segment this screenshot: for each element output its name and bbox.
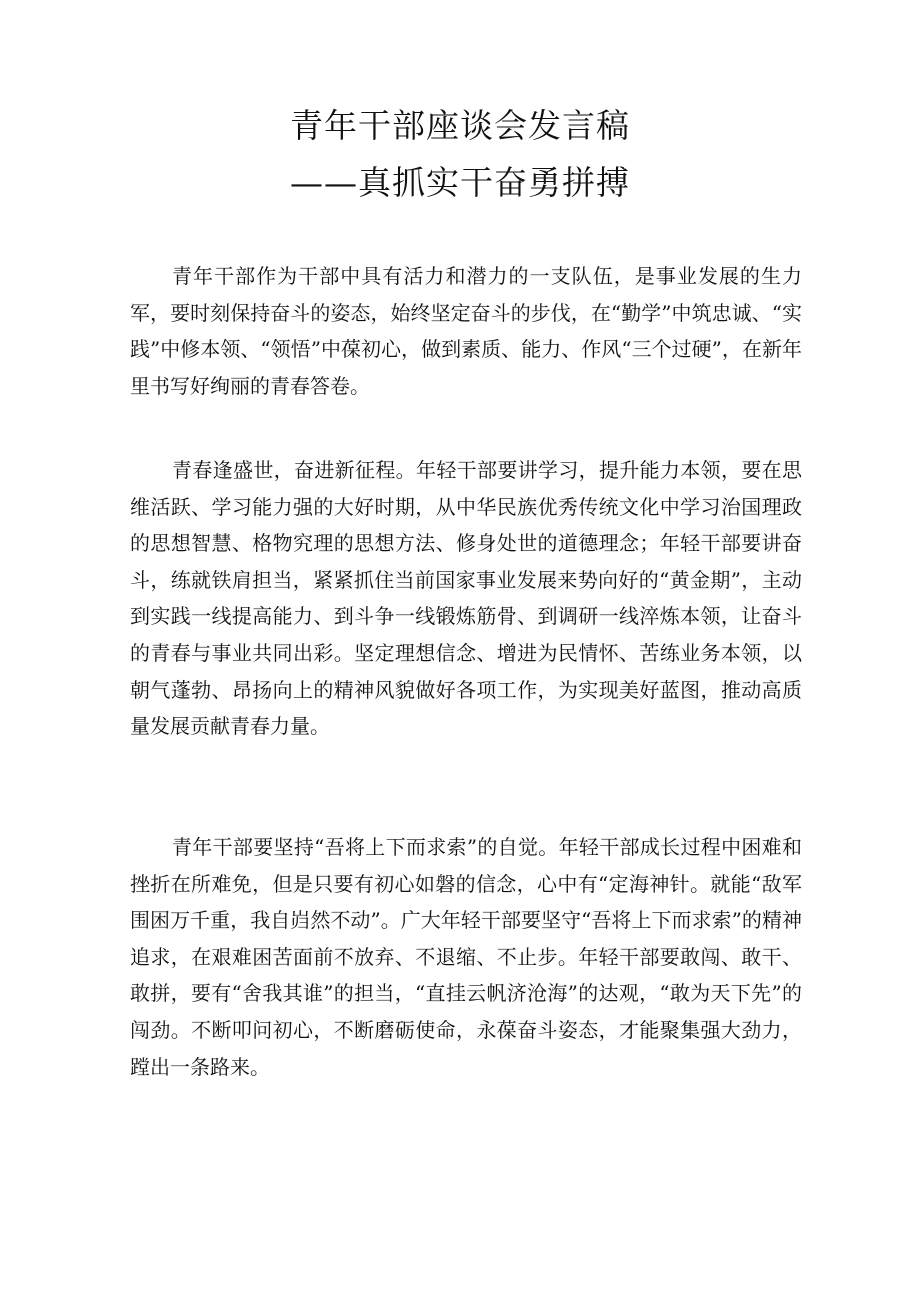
paragraph-2: 青春逢盛世，奋进新征程。年轻干部要讲学习，提升能力本领，要在思维活跃、学习能力强的大好时期，从中华民族优秀传统文化中学习治国理政的思想智慧、格物究理的思想方法、修身处世的道德理念；年轻干部要讲奋斗，练就铁肩担当，紧紧抓住当前国家事业发展来势向好的“黄金期”，主动到实践一线提高能力、到斗争一线锻炼筋骨、到调研一线淬炼本领，让奋斗的青春与事业共同出彩。坚定理想信念、增进为民情怀、苦练业务本领，以朝气蓬勃、昂扬向上的精神风貌做好各项工作，为实现美好蓝图，推动高质量发展贡献青春力量。 bbox=[130, 458, 802, 739]
paragraph-3: 青年干部要坚持“吾将上下而求索”的自觉。年轻干部成长过程中困难和挫折在所难免，但是只要有初心如磐的信念，心中有“定海神针。就能“敌军围困万千重，我自岿然不动”。广大年轻干部要坚守“吾将上下而求索”的精神追求，在艰难困苦面前不放弃、不退缩、不止步。年轻干部要敢闯、敢干、敢拼，要有“舍我其谁”的担当，“直挂云帆济沧海”的达观，“敢为天下先”的闯劲。不断叩问初心，不断磨砺使命，永葆奋斗姿态，才能聚集强大劲力，蹚出一条路来。 bbox=[130, 835, 802, 1079]
document-subtitle: ——真抓实干奋勇拼搏 bbox=[290, 163, 630, 202]
paragraph-1: 青年干部作为干部中具有活力和潜力的一支队伍，是事业发展的生力军，要时刻保持奋斗的姿态，始终坚定奋斗的步伐，在“勤学”中筑忠诚、“实践”中修本领、“领悟”中葆初心，做到素质、能力、作风“三个过硬”，在新年里书写好绚丽的青春答卷。 bbox=[130, 264, 802, 398]
document-title: 青年干部座谈会发言稿 bbox=[290, 106, 630, 145]
